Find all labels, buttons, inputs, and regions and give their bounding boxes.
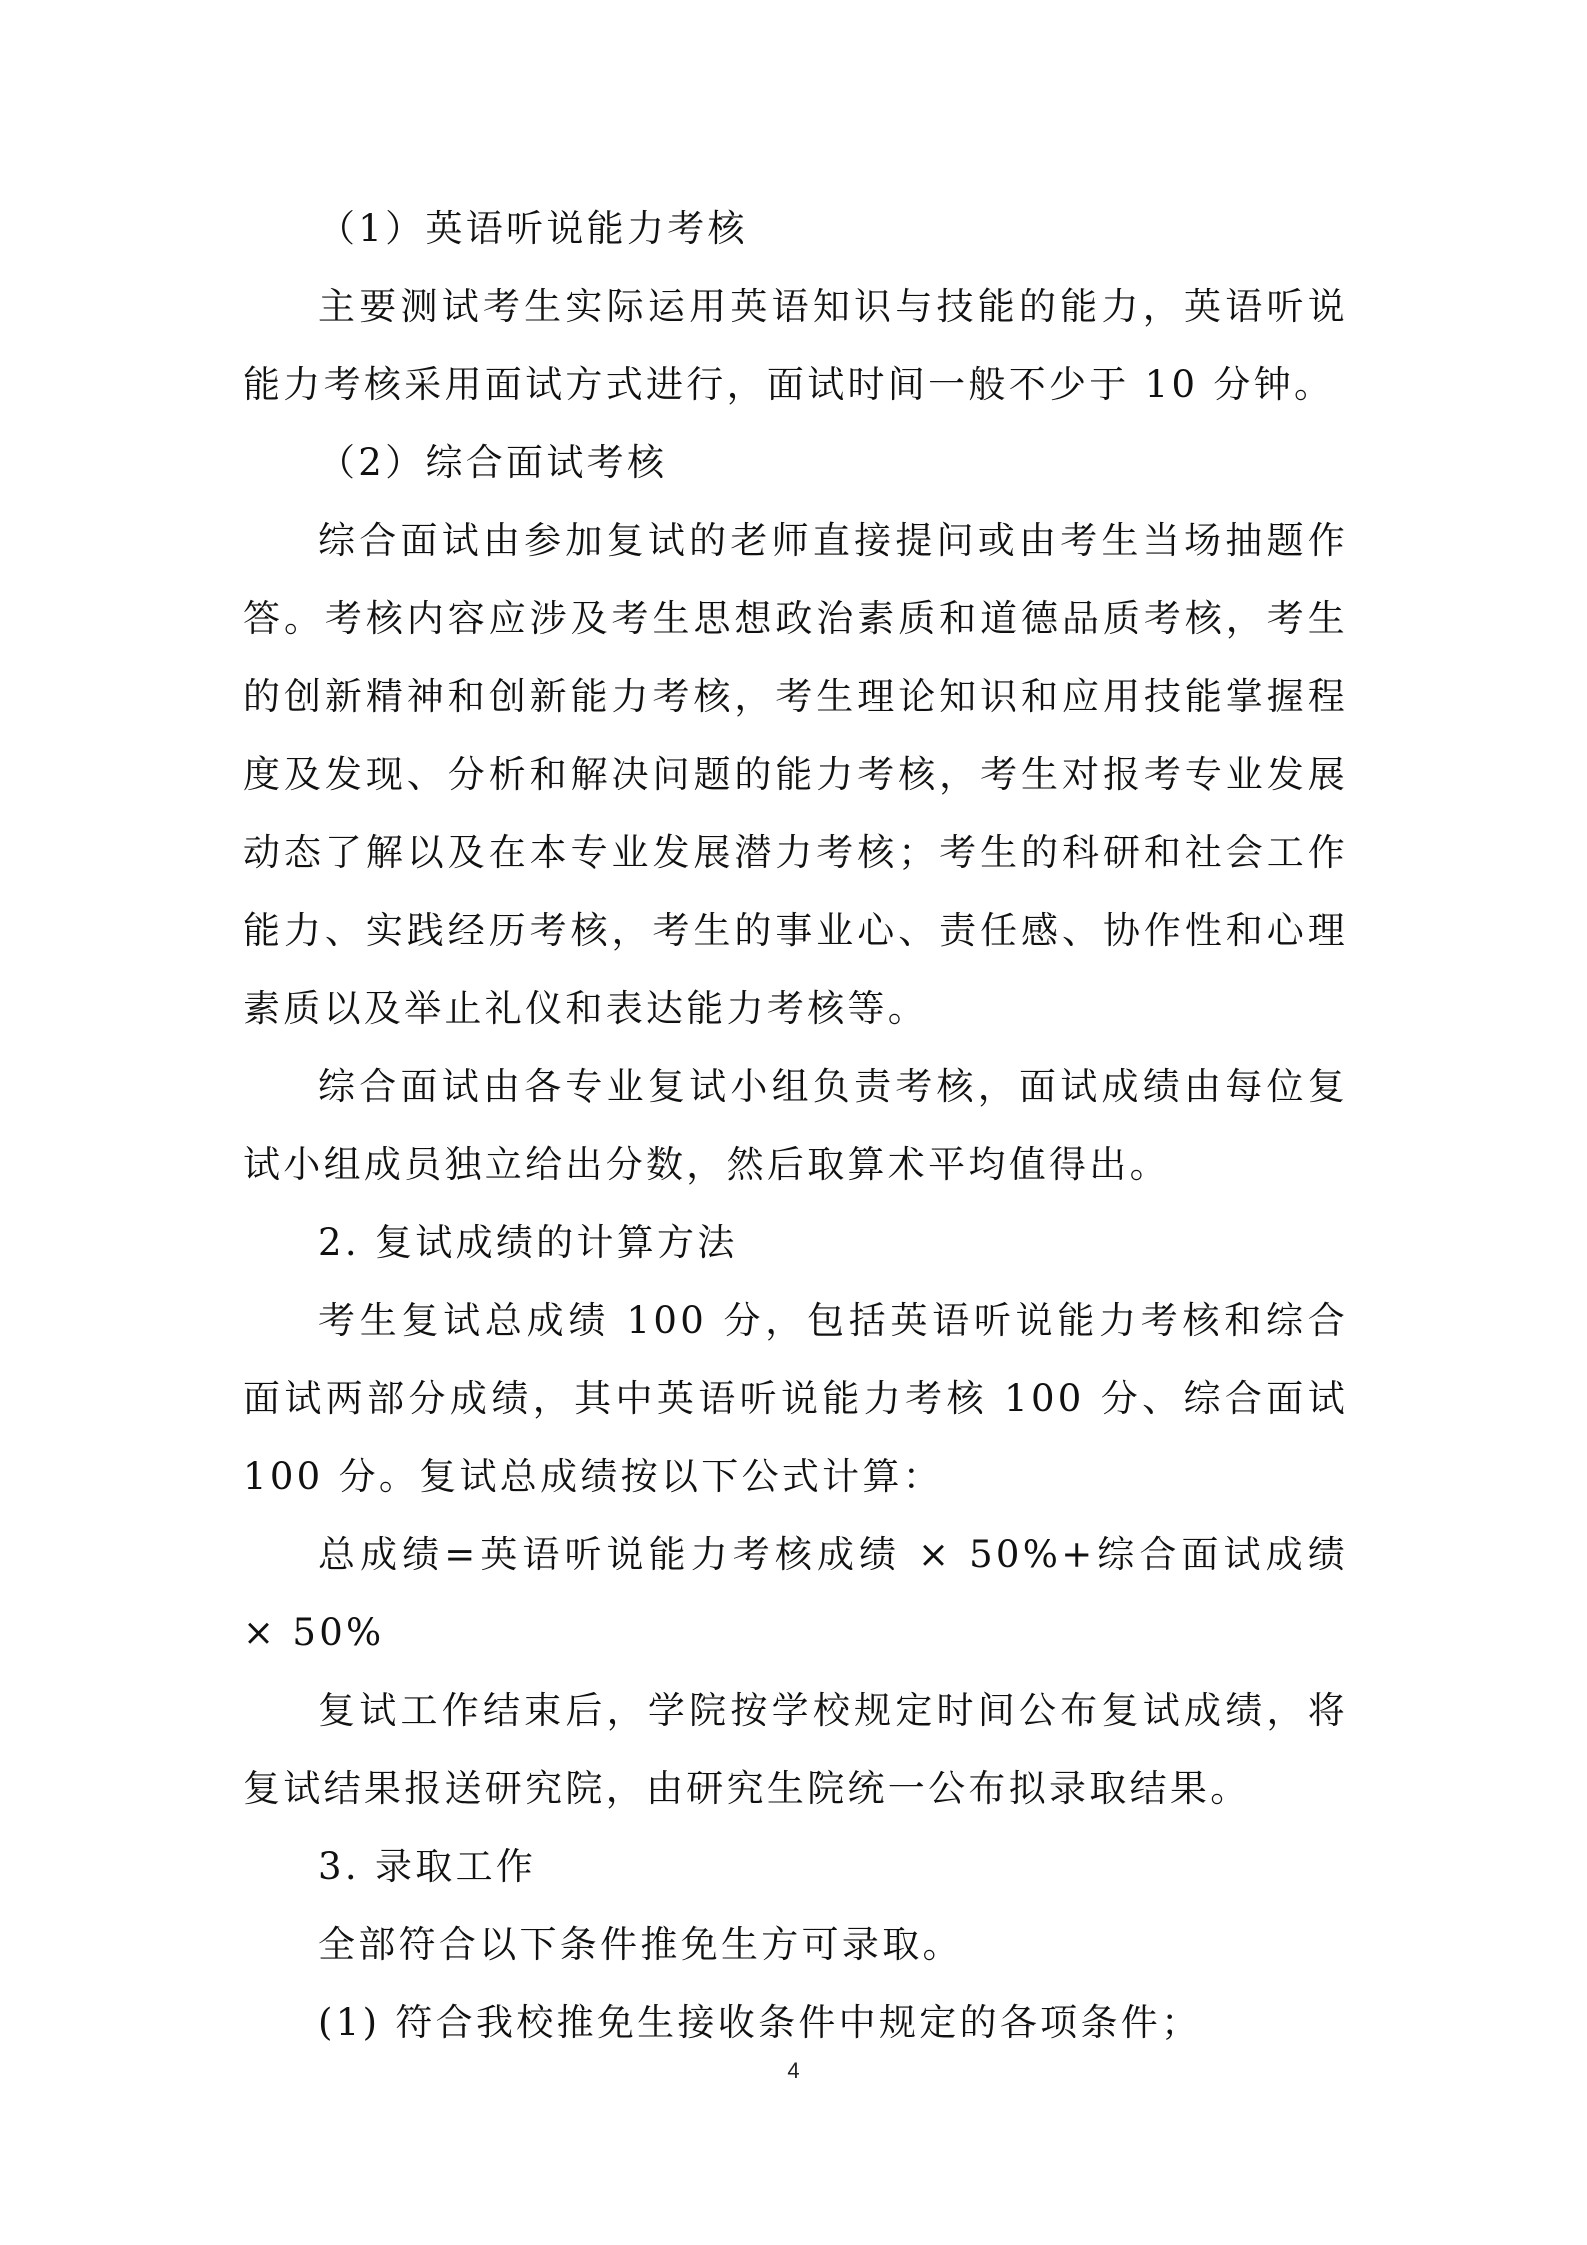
heading-admission-work: 3. 录取工作 <box>318 1845 537 1888</box>
paragraph-english-test-description: 主要测试考生实际运用英语知识与技能的能力，英语听说能力考核采用面试方式进行，面试时间一般不少于 10 分钟。 <box>243 285 1348 406</box>
paragraph-result-publication: 复试工作结束后，学院按学校规定时间公布复试成绩，将复试结果报送研究院，由研究生院统一公布拟录取结果。 <box>243 1689 1348 1810</box>
paragraph-total-score: 考生复试总成绩 100 分，包括英语听说能力考核和综合面试两部分成绩，其中英语听说能力考核 100 分、综合面试 100 分。复试总成绩按以下公式计算： <box>243 1299 1348 1498</box>
subheading-comprehensive-interview: （2）综合面试考核 <box>318 441 668 484</box>
paragraph-interview-scoring: 综合面试由各专业复试小组负责考核，面试成绩由每位复试小组成员独立给出分数，然后取算术平均值得出。 <box>243 1065 1348 1186</box>
paragraph-admission-conditions: 全部符合以下条件推免生方可录取。 <box>318 1923 963 1966</box>
subheading-english-listening-speaking: （1）英语听说能力考核 <box>318 207 748 250</box>
paragraph-score-formula: 总成绩=英语听说能力考核成绩 × 50%+综合面试成绩 × 50% <box>243 1533 1348 1654</box>
list-item-condition-1: (1) 符合我校推免生接收条件中规定的各项条件； <box>318 2001 1202 2044</box>
paragraph-interview-content: 综合面试由参加复试的老师直接提问或由考生当场抽题作答。考核内容应涉及考生思想政治素质和道德品质考核，考生的创新精神和创新能力考核，考生理论知识和应用技能掌握程度及发现、分析和解决问题的能力考核，考生对报考专业发展动态了解以及在本专业发展潜力考核；考生的科研和社会工作能力、实践经历考核，考生的事业心、责任感、协作性和心理素质以及举止礼仪和表达能力考核等。 <box>243 519 1348 1030</box>
page-number: 4 <box>787 2058 800 2083</box>
page-body <box>243 190 1348 2062</box>
heading-score-calculation: 2. 复试成绩的计算方法 <box>318 1221 738 1264</box>
